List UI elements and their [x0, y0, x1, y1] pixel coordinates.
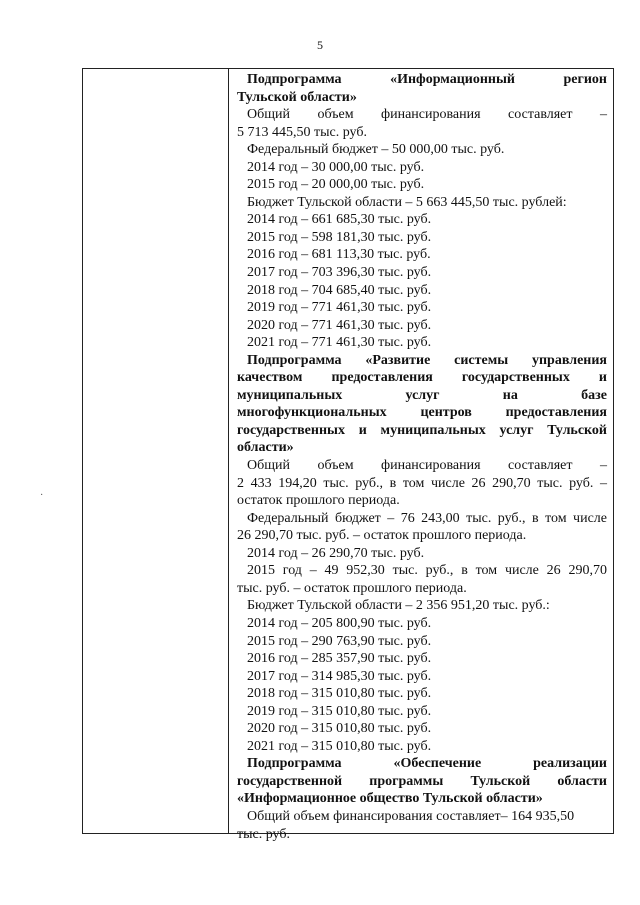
text-line: 2015 год – 49 952,30 тыс. руб., в том числе 26 290,70 — [247, 563, 607, 579]
subprogram-heading-line: государственной программы Тульской области — [237, 773, 607, 789]
text-line: 26 290,70 тыс. руб. – остаток прошлого периода. — [237, 528, 527, 544]
text-line: 2016 год – 681 113,30 тыс. руб. — [247, 247, 431, 263]
text-line: 2014 год – 26 290,70 тыс. руб. — [247, 545, 425, 561]
text-line: 2020 год – 771 461,30 тыс. руб. — [247, 317, 432, 333]
text-line: 2019 год – 315 010,80 тыс. руб. — [247, 703, 432, 719]
text-line: тыс. руб. – остаток прошлого периода. — [237, 580, 467, 596]
text-line: Бюджет Тульской области – 2 356 951,20 тыс. руб.: — [247, 598, 550, 614]
text-line: 2014 год – 661 685,30 тыс. руб. — [247, 212, 432, 228]
text-line: 2018 год – 315 010,80 тыс. руб. — [247, 686, 432, 702]
subprogram-heading-line: Подпрограмма «Обеспечение реализации — [247, 756, 607, 772]
text-line: 2018 год – 704 685,40 тыс. руб. — [247, 282, 432, 298]
text-line: Общий объем финансирования составляет – — [247, 458, 607, 474]
subprogram-heading-line: области» — [237, 440, 294, 456]
funding-table — [82, 68, 614, 842]
text-line: 2014 год – 30 000,00 тыс. руб. — [247, 159, 425, 175]
text-line: 2015 год – 598 181,30 тыс. руб. — [247, 229, 432, 245]
text-line: 2 433 194,20 тыс. руб., в том числе 26 290,70 тыс. руб. – — [237, 475, 607, 491]
text-line: Федеральный бюджет – 50 000,00 тыс. руб. — [247, 142, 505, 158]
margin-mark: · — [40, 490, 44, 501]
text-line: тыс. руб. — [237, 826, 290, 842]
text-line: 2017 год – 314 985,30 тыс. руб. — [247, 668, 432, 684]
subprogram-heading-line: муниципальных услуг на базе — [237, 387, 607, 403]
text-line: 2015 год – 290 763,90 тыс. руб. — [247, 633, 432, 649]
text-line: 5 713 445,50 тыс. руб. — [237, 124, 367, 140]
table-left-cell — [83, 69, 229, 833]
text-line: 2021 год – 771 461,30 тыс. руб. — [247, 335, 432, 351]
text-line: 2016 год – 285 357,90 тыс. руб. — [247, 651, 432, 667]
subprogram-heading-line: государственных и муниципальных услуг Тульской — [237, 422, 607, 438]
text-line: 2014 год – 205 800,90 тыс. руб. — [247, 615, 432, 631]
text-line: Бюджет Тульской области – 5 663 445,50 тыс. рублей: — [247, 194, 567, 210]
subprogram-heading-line: «Информационное общество Тульской области» — [237, 791, 543, 807]
text-line: Общий объем финансирования составляет – — [247, 107, 607, 123]
text-line: 2019 год – 771 461,30 тыс. руб. — [247, 300, 432, 316]
text-line: Общий объем финансирования составляет– 164 935,50 — [247, 808, 575, 824]
subprogram-heading-line: Подпрограмма «Развитие системы управления — [247, 352, 607, 368]
text-line: 2015 год – 20 000,00 тыс. руб. — [247, 177, 425, 193]
text-line: Федеральный бюджет – 76 243,00 тыс. руб., в том числе — [247, 510, 607, 526]
subprogram-heading-line: Тульской области» — [237, 89, 357, 105]
text-line: 2017 год – 703 396,30 тыс. руб. — [247, 265, 432, 281]
table-right-cell — [229, 69, 613, 842]
subprogram-heading-line: многофункциональных центров предоставления — [237, 405, 607, 421]
subprogram-heading-line: качеством предоставления государственных и — [237, 370, 607, 386]
page-number: 5 — [317, 38, 323, 52]
text-line: остаток прошлого периода. — [237, 493, 400, 509]
text-line: 2021 год – 315 010,80 тыс. руб. — [247, 738, 432, 754]
text-line: 2020 год – 315 010,80 тыс. руб. — [247, 721, 432, 737]
subprogram-heading-line: Подпрограмма «Информационный регион — [247, 72, 607, 87]
